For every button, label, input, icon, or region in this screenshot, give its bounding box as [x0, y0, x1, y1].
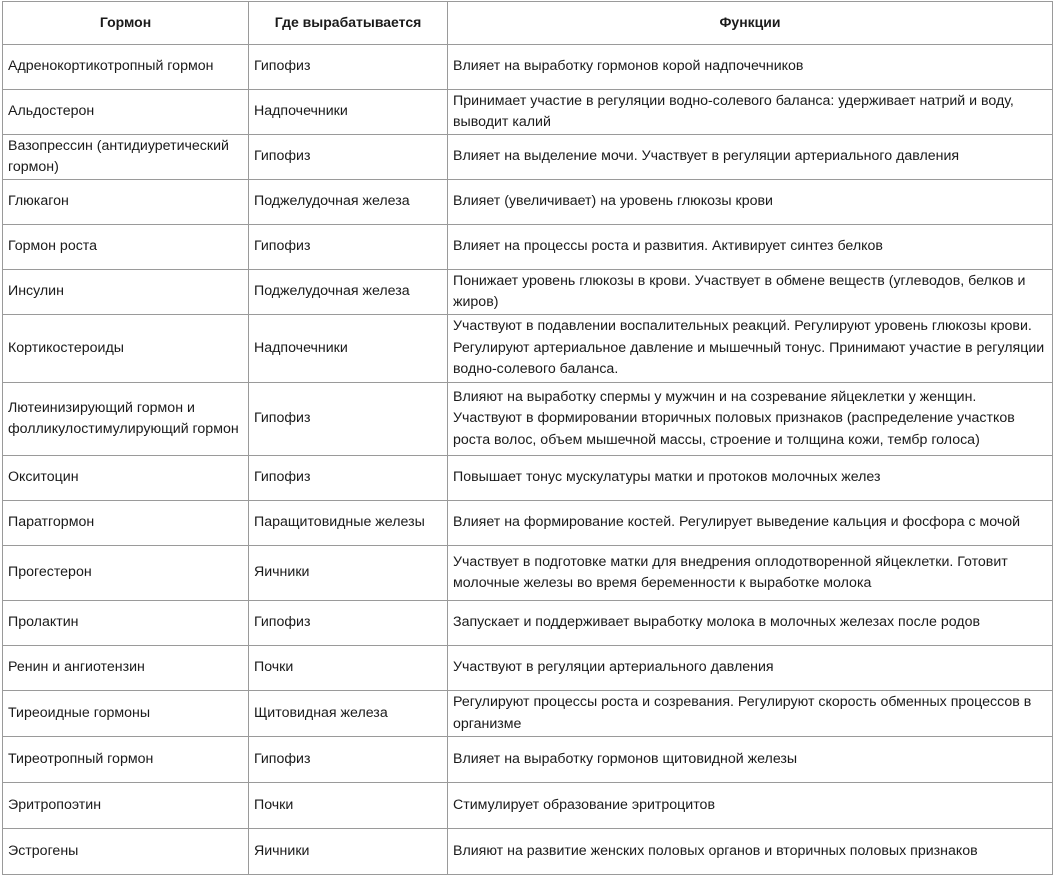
function-cell: Влияют на выработку спермы у мужчин и на созревание яйцеклетки у женщин. Участвуют в формировании вторичных половых признаков (распределение участков роста волос, объем мышечной массы, строение и толщина кожи, тембр голоса) — [448, 383, 1053, 456]
source-cell: Поджелудочная железа — [249, 270, 448, 315]
function-cell: Участвуют в регуляции артериального давления — [448, 646, 1053, 691]
table-row — [3, 783, 1053, 829]
hormone-cell: Эстрогены — [3, 829, 249, 875]
function-cell: Влияет на выработку гормонов корой надпочечников — [448, 45, 1053, 90]
table-row — [3, 691, 1053, 737]
table-row — [3, 501, 1053, 546]
function-cell: Понижает уровень глюкозы в крови. Участвует в обмене веществ (углеводов, белков и жиров) — [448, 270, 1053, 315]
function-cell: Повышает тонус мускулатуры матки и протоков молочных желез — [448, 456, 1053, 501]
hormone-cell: Окситоцин — [3, 456, 249, 501]
function-cell: Влияет (увеличивает) на уровень глюкозы крови — [448, 180, 1053, 225]
source-cell: Гипофиз — [249, 601, 448, 646]
source-cell: Яичники — [249, 546, 448, 601]
header-row — [3, 2, 1053, 45]
table-row — [3, 90, 1053, 135]
table-row — [3, 270, 1053, 315]
function-cell: Влияет на формирование костей. Регулирует выведение кальция и фосфора с мочой — [448, 501, 1053, 546]
header-function: Функции — [448, 2, 1053, 45]
table-row — [3, 601, 1053, 646]
source-cell: Яичники — [249, 829, 448, 875]
hormone-cell: Кортикостероиды — [3, 315, 249, 383]
table-row — [3, 829, 1053, 875]
table-row — [3, 45, 1053, 90]
function-cell: Запускает и поддерживает выработку молока в молочных железах после родов — [448, 601, 1053, 646]
table-row — [3, 456, 1053, 501]
hormone-cell: Паратгормон — [3, 501, 249, 546]
hormone-cell: Тиреоидные гормоны — [3, 691, 249, 737]
hormone-cell: Тиреотропный гормон — [3, 737, 249, 783]
function-cell: Влияет на выработку гормонов щитовидной железы — [448, 737, 1053, 783]
source-cell: Надпочечники — [249, 315, 448, 383]
source-cell: Гипофиз — [249, 225, 448, 270]
table-row — [3, 737, 1053, 783]
table-row — [3, 315, 1053, 383]
source-cell: Почки — [249, 783, 448, 829]
hormone-cell: Гормон роста — [3, 225, 249, 270]
hormone-cell: Ренин и ангиотензин — [3, 646, 249, 691]
table-row — [3, 546, 1053, 601]
function-cell: Участвует в подготовке матки для внедрения оплодотворенной яйцеклетки. Готовит молочные железы во время беременности к выработке молока — [448, 546, 1053, 601]
hormone-cell: Вазопрессин (антидиуретический гормон) — [3, 135, 249, 180]
source-cell: Гипофиз — [249, 135, 448, 180]
source-cell: Паращитовидные железы — [249, 501, 448, 546]
source-cell: Гипофиз — [249, 45, 448, 90]
hormone-cell: Адренокортикотропный гормон — [3, 45, 249, 90]
source-cell: Щитовидная железа — [249, 691, 448, 737]
header-source: Где вырабатывается — [249, 2, 448, 45]
function-cell: Влияют на развитие женских половых органов и вторичных половых признаков — [448, 829, 1053, 875]
hormone-cell: Прогестерон — [3, 546, 249, 601]
hormone-cell: Инсулин — [3, 270, 249, 315]
function-cell: Принимает участие в регуляции водно-солевого баланса: удерживает натрий и воду, выводит калий — [448, 90, 1053, 135]
table-row — [3, 180, 1053, 225]
hormone-cell: Эритропоэтин — [3, 783, 249, 829]
hormones-table — [2, 1, 1053, 875]
source-cell: Гипофиз — [249, 383, 448, 456]
hormone-cell: Альдостерон — [3, 90, 249, 135]
source-cell: Гипофиз — [249, 456, 448, 501]
hormone-cell: Лютеинизирующий гормон и фолликулостимулирующий гормон — [3, 383, 249, 456]
source-cell: Гипофиз — [249, 737, 448, 783]
hormone-cell: Глюкагон — [3, 180, 249, 225]
source-cell: Почки — [249, 646, 448, 691]
header-hormone: Гормон — [3, 2, 249, 45]
source-cell: Надпочечники — [249, 90, 448, 135]
function-cell: Влияет на процессы роста и развития. Активирует синтез белков — [448, 225, 1053, 270]
source-cell: Поджелудочная железа — [249, 180, 448, 225]
hormone-cell: Пролактин — [3, 601, 249, 646]
table-row — [3, 135, 1053, 180]
table-row — [3, 225, 1053, 270]
function-cell: Участвуют в подавлении воспалительных реакций. Регулируют уровень глюкозы крови. Регулируют артериальное давление и мышечный тонус. Принимают участие в регуляции водно-солевого баланса. — [448, 315, 1053, 383]
function-cell: Регулируют процессы роста и созревания. Регулируют скорость обменных процессов в организме — [448, 691, 1053, 737]
function-cell: Влияет на выделение мочи. Участвует в регуляции артериального давления — [448, 135, 1053, 180]
table-row — [3, 646, 1053, 691]
function-cell: Стимулирует образование эритроцитов — [448, 783, 1053, 829]
table-row — [3, 383, 1053, 456]
